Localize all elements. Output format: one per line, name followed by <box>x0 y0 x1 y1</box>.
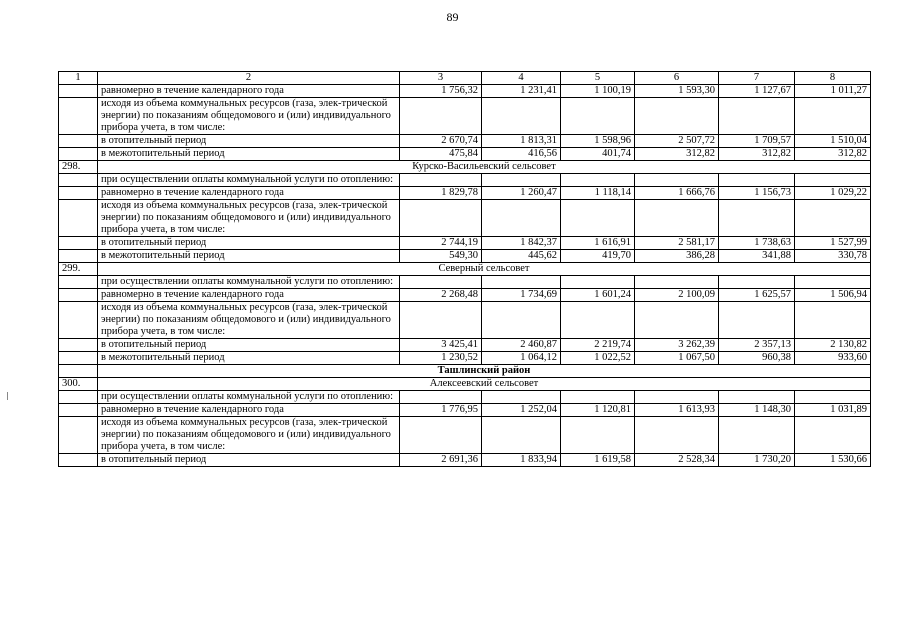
row-number-cell <box>59 135 98 148</box>
value-cell <box>400 302 482 339</box>
value-cell: 2 130,82 <box>795 339 871 352</box>
value-cell: 2 528,34 <box>635 454 719 467</box>
value-cell: 1 625,57 <box>719 289 795 302</box>
section-title-cell: Курско-Васильевский сельсовет <box>98 161 871 174</box>
value-cell: 312,82 <box>795 148 871 161</box>
value-cell: 1 613,93 <box>635 404 719 417</box>
value-cell <box>719 174 795 187</box>
value-cell: 1 252,04 <box>482 404 561 417</box>
value-cell: 312,82 <box>719 148 795 161</box>
row-number-cell <box>59 200 98 237</box>
value-cell: 549,30 <box>400 250 482 263</box>
value-cell: 2 460,87 <box>482 339 561 352</box>
row-number-cell <box>59 174 98 187</box>
value-cell: 3 425,41 <box>400 339 482 352</box>
row-label-cell: в отопительный период <box>98 454 400 467</box>
value-cell: 960,38 <box>719 352 795 365</box>
row-number-cell <box>59 365 98 378</box>
row-label-cell: в межотопительный период <box>98 352 400 365</box>
district-title-cell: Ташлинский район <box>98 365 871 378</box>
value-cell: 2 100,09 <box>635 289 719 302</box>
value-cell: 1 666,76 <box>635 187 719 200</box>
value-cell: 1 231,41 <box>482 85 561 98</box>
value-cell: 1 230,52 <box>400 352 482 365</box>
value-cell: 330,78 <box>795 250 871 263</box>
value-cell <box>719 200 795 237</box>
value-cell: 1 776,95 <box>400 404 482 417</box>
row-label-cell: равномерно в течение календарного года <box>98 85 400 98</box>
value-cell: 475,84 <box>400 148 482 161</box>
row-number-cell <box>59 98 98 135</box>
data-row <box>59 454 871 467</box>
value-cell: 2 691,36 <box>400 454 482 467</box>
value-cell: 3 262,39 <box>635 339 719 352</box>
column-number-cell: 7 <box>719 72 795 85</box>
value-cell <box>795 276 871 289</box>
text-row <box>59 302 871 339</box>
value-cell <box>561 302 635 339</box>
column-number-cell: 4 <box>482 72 561 85</box>
row-label-cell: при осуществлении оплаты коммунальной услуги по отоплению: <box>98 276 400 289</box>
value-cell: 1 842,37 <box>482 237 561 250</box>
value-cell: 1 598,96 <box>561 135 635 148</box>
data-row <box>59 404 871 417</box>
value-cell <box>635 276 719 289</box>
value-cell <box>561 200 635 237</box>
value-cell <box>400 98 482 135</box>
column-number-cell: 5 <box>561 72 635 85</box>
district-row <box>59 365 871 378</box>
data-row <box>59 135 871 148</box>
data-row <box>59 352 871 365</box>
value-cell: 1 118,14 <box>561 187 635 200</box>
value-cell <box>795 200 871 237</box>
value-cell <box>482 391 561 404</box>
text-row <box>59 391 871 404</box>
value-cell: 2 507,72 <box>635 135 719 148</box>
value-cell: 2 219,74 <box>561 339 635 352</box>
data-row <box>59 85 871 98</box>
value-cell <box>561 276 635 289</box>
value-cell <box>635 98 719 135</box>
row-label-cell: в отопительный период <box>98 237 400 250</box>
value-cell: 2 268,48 <box>400 289 482 302</box>
value-cell: 1 734,69 <box>482 289 561 302</box>
value-cell <box>561 417 635 454</box>
row-number-cell <box>59 454 98 467</box>
row-number-cell <box>59 339 98 352</box>
value-cell: 1 510,04 <box>795 135 871 148</box>
page-number: 89 <box>446 10 459 24</box>
value-cell <box>400 276 482 289</box>
value-cell: 1 709,57 <box>719 135 795 148</box>
value-cell: 419,70 <box>561 250 635 263</box>
row-label-cell: в межотопительный период <box>98 250 400 263</box>
value-cell <box>400 417 482 454</box>
text-row <box>59 98 871 135</box>
text-row <box>59 174 871 187</box>
row-number-cell: 300. <box>59 378 98 391</box>
section-title-cell: Алексеевский сельсовет <box>98 378 871 391</box>
value-cell <box>795 98 871 135</box>
row-number-cell <box>59 148 98 161</box>
value-cell <box>635 200 719 237</box>
value-cell <box>795 417 871 454</box>
value-cell: 1 813,31 <box>482 135 561 148</box>
value-cell: 1 530,66 <box>795 454 871 467</box>
row-label-cell: равномерно в течение календарного года <box>98 187 400 200</box>
value-cell <box>482 276 561 289</box>
value-cell: 416,56 <box>482 148 561 161</box>
value-cell: 1 022,52 <box>561 352 635 365</box>
column-number-cell: 2 <box>98 72 400 85</box>
text-row <box>59 417 871 454</box>
value-cell: 1 829,78 <box>400 187 482 200</box>
value-cell: 1 011,27 <box>795 85 871 98</box>
row-label-cell: в отопительный период <box>98 339 400 352</box>
value-cell: 1 127,67 <box>719 85 795 98</box>
value-cell <box>482 417 561 454</box>
value-cell: 1 031,89 <box>795 404 871 417</box>
value-cell: 1 756,32 <box>400 85 482 98</box>
row-number-cell <box>59 391 98 404</box>
value-cell <box>635 174 719 187</box>
value-cell: 1 029,22 <box>795 187 871 200</box>
row-number-cell: 299. <box>59 263 98 276</box>
value-cell <box>482 302 561 339</box>
value-cell: 445,62 <box>482 250 561 263</box>
section-row <box>59 378 871 391</box>
column-number-cell: 6 <box>635 72 719 85</box>
column-number-row <box>59 72 871 85</box>
row-label-cell: исходя из объема коммунальных ресурсов (газа, элек-трической энергии) по показаниям общедомового и (или) индивидуального прибора учета, в том числе: <box>98 200 400 237</box>
value-cell <box>635 391 719 404</box>
section-row <box>59 161 871 174</box>
row-label-cell: при осуществлении оплаты коммунальной услуги по отоплению: <box>98 391 400 404</box>
value-cell: 2 670,74 <box>400 135 482 148</box>
section-title-cell: Северный сельсовет <box>98 263 871 276</box>
value-cell <box>795 302 871 339</box>
value-cell: 933,60 <box>795 352 871 365</box>
table-body <box>59 85 871 467</box>
value-cell: 1 730,20 <box>719 454 795 467</box>
value-cell: 386,28 <box>635 250 719 263</box>
column-number-cell: 8 <box>795 72 871 85</box>
value-cell: 1 064,12 <box>482 352 561 365</box>
row-number-cell <box>59 85 98 98</box>
row-label-cell: равномерно в течение календарного года <box>98 404 400 417</box>
value-cell: 2 357,13 <box>719 339 795 352</box>
data-row <box>59 148 871 161</box>
value-cell <box>795 174 871 187</box>
row-number-cell <box>59 352 98 365</box>
column-number-cell: 3 <box>400 72 482 85</box>
value-cell <box>719 302 795 339</box>
tariff-table <box>58 71 871 467</box>
value-cell: 1 506,94 <box>795 289 871 302</box>
value-cell: 1 156,73 <box>719 187 795 200</box>
row-number-cell <box>59 302 98 339</box>
value-cell: 1 738,63 <box>719 237 795 250</box>
section-row <box>59 263 871 276</box>
data-row <box>59 187 871 200</box>
value-cell: 312,82 <box>635 148 719 161</box>
row-label-cell: в отопительный период <box>98 135 400 148</box>
value-cell <box>561 391 635 404</box>
value-cell <box>635 302 719 339</box>
column-number-cell: 1 <box>59 72 98 85</box>
value-cell: 1 833,94 <box>482 454 561 467</box>
row-number-cell <box>59 187 98 200</box>
data-row <box>59 339 871 352</box>
row-number-cell <box>59 250 98 263</box>
value-cell <box>719 276 795 289</box>
row-number-cell <box>59 289 98 302</box>
value-cell: 1 120,81 <box>561 404 635 417</box>
value-cell: 2 744,19 <box>400 237 482 250</box>
value-cell <box>561 174 635 187</box>
row-label-cell: исходя из объема коммунальных ресурсов (газа, элек-трической энергии) по показаниям общедомового и (или) индивидуального прибора учета, в том числе: <box>98 98 400 135</box>
value-cell <box>482 174 561 187</box>
value-cell <box>719 98 795 135</box>
row-label-cell: равномерно в течение календарного года <box>98 289 400 302</box>
value-cell: 1 148,30 <box>719 404 795 417</box>
value-cell: 341,88 <box>719 250 795 263</box>
text-row <box>59 276 871 289</box>
value-cell <box>635 417 719 454</box>
value-cell <box>400 174 482 187</box>
row-number-cell <box>59 276 98 289</box>
value-cell <box>482 200 561 237</box>
margin-mark <box>7 392 8 400</box>
value-cell <box>561 98 635 135</box>
data-row <box>59 250 871 263</box>
row-label-cell: в межотопительный период <box>98 148 400 161</box>
value-cell: 401,74 <box>561 148 635 161</box>
row-number-cell: 298. <box>59 161 98 174</box>
row-label-cell: исходя из объема коммунальных ресурсов (газа, элек-трической энергии) по показаниям общедомового и (или) индивидуального прибора учета, в том числе: <box>98 302 400 339</box>
value-cell: 1 260,47 <box>482 187 561 200</box>
value-cell <box>719 417 795 454</box>
data-row <box>59 289 871 302</box>
row-number-cell <box>59 417 98 454</box>
value-cell: 1 067,50 <box>635 352 719 365</box>
value-cell: 1 601,24 <box>561 289 635 302</box>
value-cell: 1 619,58 <box>561 454 635 467</box>
text-row <box>59 200 871 237</box>
row-number-cell <box>59 237 98 250</box>
value-cell <box>482 98 561 135</box>
value-cell: 1 616,91 <box>561 237 635 250</box>
data-row <box>59 237 871 250</box>
value-cell <box>719 391 795 404</box>
row-label-cell: исходя из объема коммунальных ресурсов (газа, элек-трической энергии) по показаниям общедомового и (или) индивидуального прибора учета, в том числе: <box>98 417 400 454</box>
value-cell: 1 593,30 <box>635 85 719 98</box>
value-cell: 1 527,99 <box>795 237 871 250</box>
value-cell: 2 581,17 <box>635 237 719 250</box>
value-cell <box>795 391 871 404</box>
value-cell: 1 100,19 <box>561 85 635 98</box>
value-cell <box>400 391 482 404</box>
value-cell <box>400 200 482 237</box>
row-number-cell <box>59 404 98 417</box>
row-label-cell: при осуществлении оплаты коммунальной услуги по отоплению: <box>98 174 400 187</box>
